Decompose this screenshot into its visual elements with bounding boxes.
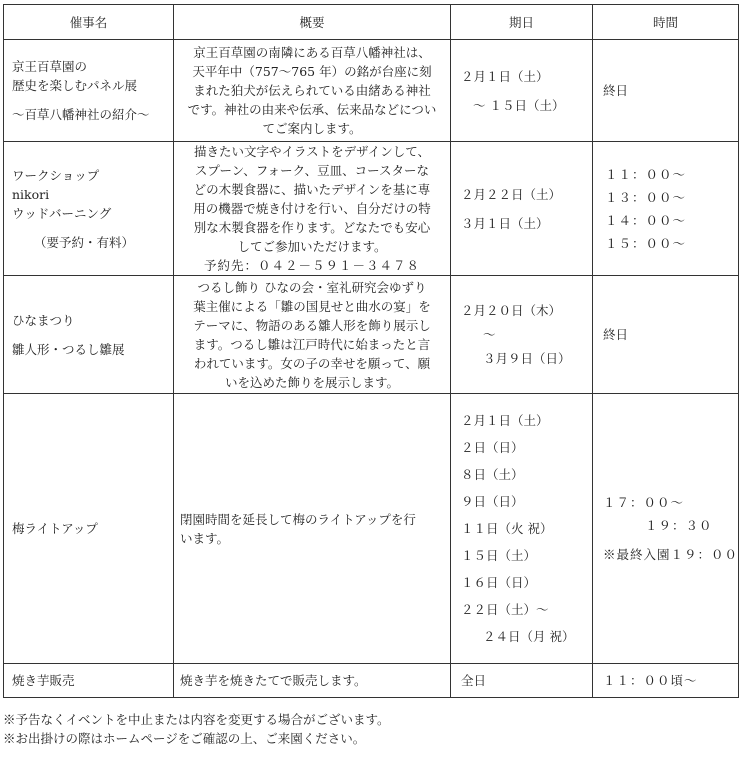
- event-name-cell: [4, 276, 174, 394]
- summary-line: 京王百草園の南隣にある百草八幡神社は、: [193, 45, 431, 60]
- header-time: 時間: [593, 5, 739, 40]
- time-line: １１：００～: [605, 166, 687, 182]
- summary-line: まれた狛犬が伝えられている由緒ある神社: [193, 83, 431, 98]
- summary-line: スプーン、フォーク、豆皿、コースターな: [194, 163, 430, 178]
- event-name-cell: [4, 40, 174, 142]
- footnote: ※お出掛けの際はホームページをご確認の上、ご来園ください。: [3, 731, 366, 746]
- date-line: ２月１日（土）: [461, 412, 549, 428]
- time-line: １４：００～: [605, 212, 687, 228]
- event-summary-cell: [174, 40, 451, 142]
- footnotes: [3, 710, 390, 748]
- event-name-line: 歴史を楽しむパネル展: [12, 78, 138, 93]
- date-line: ２２日（土）～: [461, 601, 549, 617]
- event-name-line: ウッドバーニング: [12, 205, 112, 221]
- last-entry-note: ※最終入園１９：００: [603, 547, 739, 562]
- event-name-cell: [4, 394, 174, 664]
- time-line: １９：３０: [645, 518, 713, 533]
- event-name-line: 梅ライトアップ: [12, 521, 98, 536]
- date-line: ２月２０日（木）: [461, 303, 562, 318]
- event-name-line: 京王百草園の: [12, 59, 88, 74]
- event-name-line: 雛人形・つるし雛展: [12, 341, 125, 357]
- table-row: [4, 142, 739, 276]
- date-line: １５日（土）: [461, 547, 537, 563]
- date-line: ２月１日（土）: [461, 68, 549, 84]
- date-line: ３月９日（日）: [483, 351, 571, 366]
- summary-line: テーマに、物語のある雛人形を飾り展示し: [193, 317, 431, 333]
- summary-line: つるし飾り ひなの会・室礼研究会ゆずり: [197, 279, 427, 295]
- date-line: ～ １５日（土）: [473, 97, 565, 113]
- date-line: ３月１日（土）: [461, 215, 549, 231]
- time-line: 終日: [603, 83, 629, 98]
- summary-line: 用の機器で焼き付けを行い、自分だけの特: [193, 201, 431, 216]
- event-time-cell: [593, 394, 739, 664]
- summary-line: いを込めた飾りを展示します。: [224, 374, 399, 390]
- date-line: ９日（日）: [461, 493, 524, 509]
- event-time-cell: [593, 276, 739, 394]
- event-summary-cell: [174, 142, 451, 276]
- time-line: １７：００～: [603, 495, 685, 510]
- summary-line: ます。つるし雛は江戸時代に始まったと言: [193, 336, 431, 352]
- time-line: １５：００～: [605, 235, 687, 251]
- event-summary-cell: [174, 394, 451, 664]
- summary-line: 天平年中（757～765 年）の銘が台座に刻: [192, 64, 432, 79]
- event-date-cell: [451, 394, 593, 664]
- event-name-line: 焼き芋販売: [12, 673, 75, 688]
- events-table: [3, 4, 739, 698]
- summary-line: どの木製食器に、描いたデザインを基に専: [193, 182, 431, 197]
- date-line: １１日（火 祝）: [461, 520, 553, 536]
- event-time-cell: [593, 142, 739, 276]
- reservation-contact: 予約先：０４２－５９１－３４７８: [203, 258, 420, 273]
- table-row: [4, 664, 739, 698]
- summary-line: 別な木製食器を作ります。どなたでも安心: [193, 220, 431, 235]
- date-line: １６日（日）: [461, 574, 537, 590]
- time-line: 終日: [603, 327, 629, 342]
- time-line: １１：００頃～: [603, 673, 698, 688]
- event-name-line: ワークショップ: [12, 167, 100, 183]
- event-date-cell: [451, 276, 593, 394]
- date-line: ２月２２日（土）: [461, 186, 562, 202]
- summary-line: です。神社の由来や伝承、伝来品などについ: [187, 102, 437, 117]
- event-name-line: ひなまつり: [12, 312, 75, 328]
- event-time-cell: [593, 40, 739, 142]
- summary-line: います。: [180, 530, 230, 546]
- summary-line: てご案内します。: [262, 121, 362, 136]
- header-summary: 概要: [174, 5, 451, 40]
- summary-line: 描きたい文字やイラストをデザインして、: [193, 144, 430, 159]
- event-name-line: nikori: [12, 186, 50, 202]
- event-name-line: ～百草八幡神社の紹介～: [12, 107, 150, 122]
- date-line: 全日: [461, 673, 487, 688]
- table-row: [4, 40, 739, 142]
- event-date-cell: [451, 142, 593, 276]
- event-summary-cell: [174, 664, 451, 698]
- table-header-row: [4, 5, 739, 40]
- summary-line: してご参加いただけます。: [237, 239, 387, 254]
- date-line: ～: [483, 327, 496, 342]
- summary-line: われています。女の子の幸せを願って、願: [193, 355, 431, 371]
- date-line: ８日（土）: [461, 466, 524, 482]
- header-event-name: 催事名: [4, 5, 174, 40]
- time-line: １３：００～: [605, 189, 687, 205]
- summary-line: 閉園時間を延長して梅のライトアップを行: [180, 511, 416, 527]
- date-line: ２４日（月 祝）: [483, 628, 575, 644]
- event-name-line: （要予約・有料）: [34, 234, 135, 250]
- event-date-cell: [451, 664, 593, 698]
- date-line: ２日（日）: [461, 439, 524, 455]
- event-name-cell: [4, 142, 174, 276]
- footnote: ※予告なくイベントを中止または内容を変更する場合がございます。: [3, 712, 390, 727]
- event-date-cell: [451, 40, 593, 142]
- event-time-cell: [593, 664, 739, 698]
- summary-line: 焼き芋を焼きたてで販売します。: [180, 673, 367, 688]
- table-row: [4, 394, 739, 664]
- event-name-cell: [4, 664, 174, 698]
- event-summary-cell: [174, 276, 451, 394]
- header-date: 期日: [451, 5, 593, 40]
- summary-line: 葉主催による「雛の国見せと曲水の宴」を: [193, 298, 431, 314]
- table-row: [4, 276, 739, 394]
